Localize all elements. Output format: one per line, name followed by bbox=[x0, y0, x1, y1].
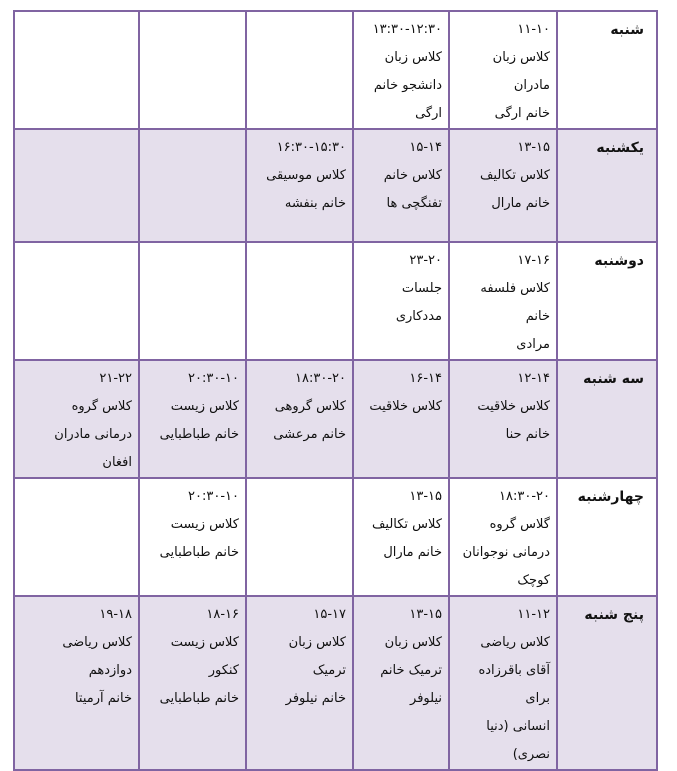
schedule-row bbox=[14, 596, 657, 770]
class-description-line: گلاس گروه bbox=[489, 517, 550, 532]
schedule-cell bbox=[14, 596, 139, 770]
schedule-row bbox=[14, 11, 657, 129]
class-description-line: کلاس زیست bbox=[170, 399, 239, 414]
time-range: ۲۱-۲۲ bbox=[99, 371, 132, 386]
schedule-cell bbox=[449, 360, 557, 478]
class-description-line: کلاس تکالیف bbox=[371, 517, 442, 532]
class-description-line: خانم بنفشه bbox=[284, 196, 346, 211]
time-range: ۲۰:۳۰-۱۰ bbox=[188, 489, 239, 504]
schedule-cell bbox=[246, 478, 353, 596]
class-description-line: کلاس تکالیف bbox=[479, 168, 550, 183]
schedule-cell bbox=[449, 242, 557, 360]
time-range: ۱۳-۱۵ bbox=[409, 489, 442, 504]
time-range: ۱۳-۱۵ bbox=[409, 607, 442, 622]
class-description-line: مددکاری bbox=[395, 309, 442, 324]
class-description-line: کلاس ریاضی bbox=[480, 635, 550, 650]
schedule-cell bbox=[449, 478, 557, 596]
class-description-line: ترمیک bbox=[312, 663, 346, 678]
class-description-line: جلسات bbox=[401, 281, 442, 296]
schedule-cell bbox=[139, 129, 246, 242]
class-description-line: کلاس خانم bbox=[383, 168, 442, 183]
class-description-line: کلاس گروه bbox=[71, 399, 132, 414]
schedule-row bbox=[14, 129, 657, 242]
weekly-schedule-table bbox=[13, 10, 658, 771]
schedule-cell bbox=[449, 11, 557, 129]
class-description-line: کوچک bbox=[517, 573, 550, 588]
schedule-cell bbox=[139, 360, 246, 478]
time-range: ۱۶-۱۴ bbox=[409, 371, 442, 386]
schedule-cell bbox=[139, 242, 246, 360]
class-description-line: کلاس خلاقیت bbox=[369, 399, 442, 414]
schedule-cell bbox=[353, 360, 449, 478]
class-description-line: کلاس موسیقی bbox=[266, 168, 346, 183]
class-description-line: تفنگچی ها bbox=[386, 196, 442, 211]
class-description-line: ترمیک خانم bbox=[380, 663, 442, 678]
class-description-line: کلاس زبان bbox=[288, 635, 346, 650]
time-range: ۱۷-۱۶ bbox=[517, 253, 550, 268]
time-range: ۱۱-۱۲ bbox=[517, 607, 550, 622]
class-description-line: خانم مارال bbox=[383, 545, 442, 560]
class-description-line: کلاس ریاضی bbox=[62, 635, 132, 650]
class-description-line: خانم مرعشی bbox=[273, 427, 346, 442]
class-description-line: درمانی مادران bbox=[54, 427, 132, 442]
class-description-line: کلاس زبان bbox=[384, 50, 442, 65]
class-description-line: مرادی bbox=[516, 337, 550, 352]
time-range: ۱۵-۱۷ bbox=[313, 607, 346, 622]
time-range: ۱۵-۱۴ bbox=[409, 140, 442, 155]
time-range: ۱۸:۳۰-۲۰ bbox=[295, 371, 346, 386]
class-description-line: کلاس زبان مادران bbox=[492, 50, 550, 93]
class-description-line: درمانی نوجوانان bbox=[462, 545, 550, 560]
day-label: شنبه bbox=[557, 11, 657, 129]
schedule-cell bbox=[139, 478, 246, 596]
class-description-line: کلاس خلاقیت bbox=[477, 399, 550, 414]
schedule-cell bbox=[139, 596, 246, 770]
schedule-cell bbox=[353, 11, 449, 129]
time-range: ۱۱-۱۰ bbox=[517, 22, 550, 37]
schedule-row bbox=[14, 478, 657, 596]
time-range: ۱۲-۱۴ bbox=[517, 371, 550, 386]
class-description-line: دوازدهم bbox=[88, 663, 132, 678]
class-description-line: ارگی bbox=[415, 106, 442, 121]
time-range: ۱۸-۱۶ bbox=[206, 607, 239, 622]
class-description-line: خانم آرمیتا bbox=[74, 691, 132, 706]
time-range: ۲۰:۳۰-۱۰ bbox=[188, 371, 239, 386]
schedule-cell bbox=[246, 11, 353, 129]
class-description-line: خانم طباطبایی bbox=[159, 691, 239, 706]
schedule-cell bbox=[246, 242, 353, 360]
time-range: ۱۳-۱۵ bbox=[517, 140, 550, 155]
day-label: یکشنبه bbox=[557, 129, 657, 242]
schedule-cell bbox=[14, 11, 139, 129]
time-range: ۲۳-۲۰ bbox=[409, 253, 442, 268]
class-description-line: دانشجو خانم bbox=[373, 78, 442, 93]
time-range: ۱۸:۳۰-۲۰ bbox=[499, 489, 550, 504]
time-range: ۱۳:۳۰-۱۲:۳۰ bbox=[372, 22, 442, 37]
class-description-line: کلاس گروهی bbox=[274, 399, 346, 414]
day-label: سه شنبه bbox=[557, 360, 657, 478]
schedule-cell bbox=[139, 11, 246, 129]
class-description-line: خانم طباطبایی bbox=[159, 545, 239, 560]
class-description-line: کلاس زیست bbox=[170, 635, 239, 650]
class-description-line: خانم طباطبایی bbox=[159, 427, 239, 442]
class-description-line: خانم ارگی bbox=[494, 106, 550, 121]
class-description-line: کلاس زیست bbox=[170, 517, 239, 532]
class-description-line: خانم نیلوفر bbox=[285, 691, 346, 706]
schedule-cell bbox=[449, 129, 557, 242]
class-description-line: کنکور bbox=[208, 663, 239, 678]
day-label: دوشنبه bbox=[557, 242, 657, 360]
class-description-line: کلاس فلسفه خانم bbox=[480, 281, 550, 324]
schedule-cell bbox=[14, 478, 139, 596]
schedule-cell bbox=[353, 478, 449, 596]
schedule-cell bbox=[14, 242, 139, 360]
class-description-line: آقای باقرزاده برای bbox=[478, 663, 550, 706]
class-description-line: انسانی (دنیا bbox=[486, 719, 550, 734]
schedule-cell bbox=[353, 129, 449, 242]
day-label: چهارشنبه bbox=[557, 478, 657, 596]
schedule-cell bbox=[449, 596, 557, 770]
day-label: پنج شنبه bbox=[557, 596, 657, 770]
class-description-line: خانم مارال bbox=[491, 196, 550, 211]
class-description-line: نیلوفر bbox=[410, 691, 442, 706]
time-range: ۱۹-۱۸ bbox=[99, 607, 132, 622]
class-description-line: نصری) bbox=[512, 747, 550, 762]
schedule-cell bbox=[353, 596, 449, 770]
class-description-line: افغان bbox=[102, 455, 132, 470]
schedule-cell bbox=[246, 129, 353, 242]
schedule-cell bbox=[246, 596, 353, 770]
class-description-line: خانم حنا bbox=[505, 427, 550, 442]
time-range: ۱۶:۳۰-۱۵:۳۰ bbox=[276, 140, 346, 155]
schedule-row bbox=[14, 242, 657, 360]
schedule-row bbox=[14, 360, 657, 478]
schedule-cell bbox=[14, 129, 139, 242]
schedule-cell bbox=[246, 360, 353, 478]
class-description-line: کلاس زبان bbox=[384, 635, 442, 650]
schedule-cell bbox=[353, 242, 449, 360]
schedule-cell bbox=[14, 360, 139, 478]
